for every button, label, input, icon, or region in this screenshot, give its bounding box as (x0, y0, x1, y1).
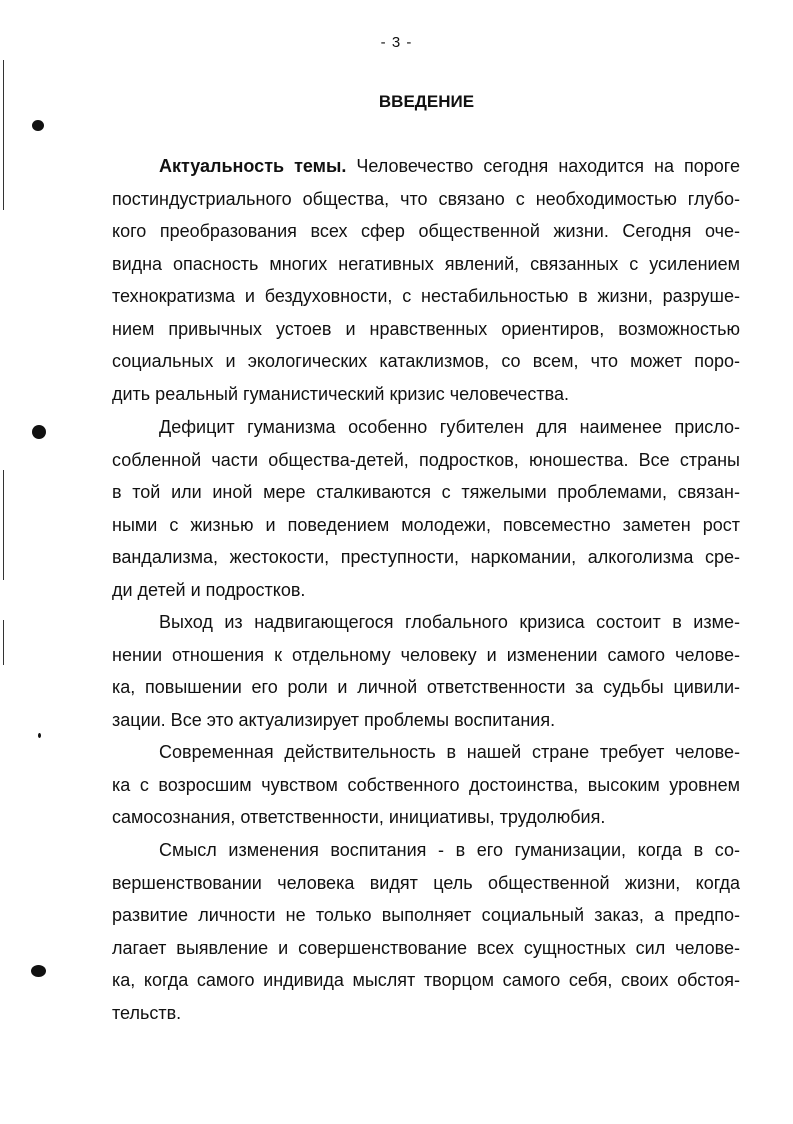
paragraph-5 (112, 834, 740, 1029)
binding-hole-mark-icon (32, 425, 46, 439)
section-lead: Актуальность темы. (159, 156, 347, 176)
paragraph-line: ка, повышении его роли и личной ответственности за судьбы цивили- (112, 677, 740, 697)
page-title: ВВЕДЕНИЕ (378, 92, 475, 111)
paragraph-4 (112, 736, 740, 834)
paragraph-line: зации. Все это актуализирует проблемы воспитания. (112, 709, 556, 730)
binding-hole-mark-icon (32, 120, 44, 131)
paragraph-line: нении отношения к отдельному человеку и изменении самого челове- (112, 644, 740, 665)
paragraph-line: ными с жизнью и поведением молодежи, повсеместно заметен рост (112, 514, 740, 535)
paragraph-line: социальных и экологических катаклизмов, со всем, что может поро- (112, 351, 740, 371)
paragraph-line: дить реальный гуманистический кризис человечества. (112, 383, 569, 404)
paragraph-line: ка с возросшим чувством собственного достоинства, высоким уровнем (112, 774, 740, 795)
paragraph-line: собленной части общества-детей, подростков, юношества. Все страны (112, 449, 740, 470)
scan-edge-line (3, 620, 4, 665)
scan-speck-icon (38, 733, 41, 738)
paragraph-line: ка, когда самого индивида мыслят творцом самого себя, своих обстоя- (112, 970, 740, 990)
paragraph-line: Современная действительность в нашей стране требует челове- (159, 742, 740, 762)
paragraph-line: вандализма, жестокости, преступности, наркомании, алкоголизма сре- (112, 547, 740, 567)
paragraph-line: лагает выявление и совершенствование всех сущностных сил челове- (112, 937, 740, 958)
paragraph-line: в той или иной мере сталкиваются с тяжелыми проблемами, связан- (112, 482, 740, 502)
paragraph-2 (112, 411, 740, 606)
paragraph-line: Выход из надвигающегося глобального кризиса состоит в изме- (159, 612, 740, 632)
scan-edge-line (3, 470, 4, 580)
paragraph-3 (112, 606, 740, 736)
paragraph-line: технократизма и бездуховности, с нестабильностью в жизни, разруше- (112, 286, 740, 306)
paragraph-line: постиндустриального общества, что связано с необходимостью глубо- (112, 188, 740, 209)
paragraph-line: нием привычных устоев и нравственных ориентиров, возможностью (112, 318, 740, 339)
paragraph-line: Актуальность темы. Человечество сегодня находится на пороге (159, 156, 740, 176)
page-number: - 3 - (380, 34, 413, 51)
paragraph-line: ди детей и подростков. (112, 579, 306, 600)
paragraph-line: тельств. (112, 1002, 182, 1023)
paragraph-line: Дефицит гуманизма особенно губителен для наименее присло- (159, 417, 740, 437)
paragraph-line: развитие личности не только выполняет социальный заказ, а предпо- (112, 905, 740, 925)
paragraph-line: самосознания, ответственности, инициативы, трудолюбия. (112, 807, 606, 827)
paragraph-line: Смысл изменения воспитания - в его гуманизации, когда в со- (159, 840, 740, 860)
paragraph-line: видна опасность многих негативных явлений, связанных с усилением (112, 253, 740, 274)
paragraph-line: кого преобразования всех сфер общественной жизни. Сегодня оче- (112, 221, 740, 241)
paragraph-1 (112, 150, 740, 410)
scan-edge-line (3, 60, 4, 210)
paragraph-line: вершенствовании человека видят цель общественной жизни, когда (112, 872, 740, 893)
binding-hole-mark-icon (31, 965, 46, 977)
